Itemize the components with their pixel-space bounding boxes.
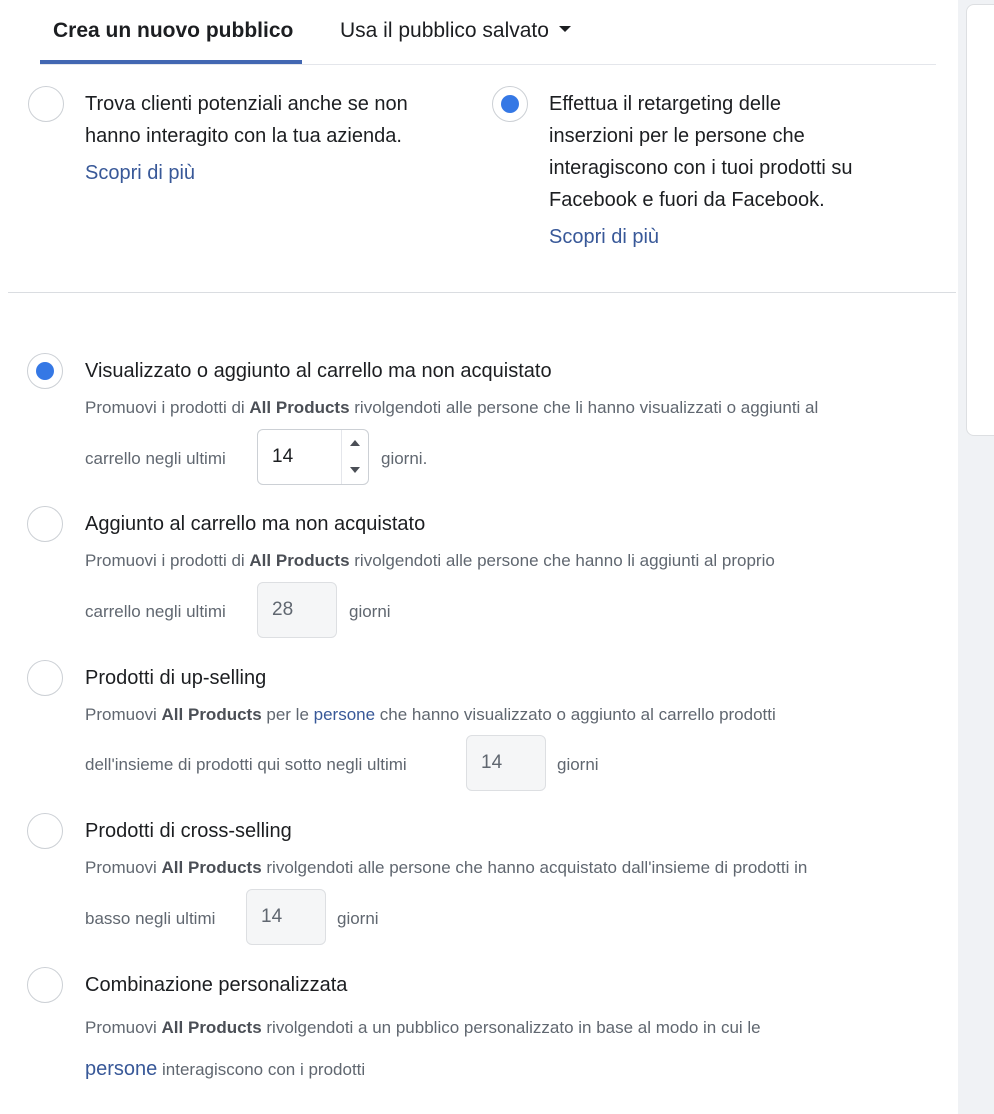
- tab-saved-audience[interactable]: [340, 0, 571, 64]
- prospecting-radio[interactable]: [28, 86, 64, 122]
- tab-create-audience[interactable]: [40, 0, 302, 64]
- option-viewed-added-radio[interactable]: [27, 353, 63, 389]
- option-crossselling-title: Prodotti di cross-selling: [85, 820, 292, 842]
- desc-text: che hanno visualizzato o aggiunto al carrello prodotti: [375, 705, 776, 724]
- desc-text: rivolgendoti alle persone che hanno li aggiunti al proprio: [349, 551, 775, 570]
- desc-text: interagiscono con i prodotti: [157, 1060, 366, 1079]
- desc-text: Promuovi: [85, 1018, 162, 1037]
- days-value: 14: [261, 906, 283, 927]
- retargeting-line: inserzioni per le persone che: [549, 125, 805, 147]
- desc-text: rivolgendoti a un pubblico personalizzato in base al modo in cui le: [261, 1018, 761, 1037]
- option-viewed-added-days-prefix: carrello negli ultimi: [85, 449, 226, 468]
- product-set-name: All Products: [249, 398, 350, 417]
- option-added-cart-days-prefix: carrello negli ultimi: [85, 602, 226, 621]
- option-custom-line2: [85, 1058, 365, 1081]
- people-link[interactable]: persone: [85, 1058, 158, 1080]
- product-set-name: All Products: [161, 858, 262, 877]
- prospecting-line: hanno interagito con la tua azienda.: [85, 125, 402, 147]
- option-viewed-added-days-suffix: giorni.: [381, 449, 428, 468]
- option-crossselling-days-suffix: giorni: [337, 909, 379, 928]
- prospecting-description: [85, 88, 408, 152]
- days-field-upselling: [466, 735, 546, 791]
- days-stepper-viewed-added[interactable]: [257, 429, 369, 485]
- option-added-cart-title: Aggiunto al carrello ma non acquistato: [85, 513, 426, 535]
- option-crossselling-radio[interactable]: [27, 813, 63, 849]
- right-side-card: [966, 4, 994, 436]
- option-upselling-radio[interactable]: [27, 660, 63, 696]
- caret-down-icon: [559, 26, 571, 32]
- days-field-added-cart: [257, 582, 337, 638]
- prospecting-learn-more-link[interactable]: Scopri di più: [85, 162, 196, 184]
- days-value: 28: [272, 599, 294, 620]
- decrement-icon[interactable]: [342, 457, 368, 484]
- tab-create-audience-label: Crea un nuovo pubblico: [53, 19, 294, 42]
- option-added-cart-radio[interactable]: [27, 506, 63, 542]
- desc-text: per le: [261, 705, 314, 724]
- option-upselling-days-suffix: giorni: [557, 755, 599, 774]
- product-set-name: All Products: [161, 705, 262, 724]
- desc-text: rivolgendoti alle persone che hanno acquistato dall'insieme di prodotti in: [261, 858, 808, 877]
- increment-icon[interactable]: [342, 430, 368, 457]
- retargeting-radio[interactable]: [492, 86, 528, 122]
- option-upselling-title: Prodotti di up-selling: [85, 667, 267, 689]
- option-custom-radio[interactable]: [27, 967, 63, 1003]
- desc-text: Promuovi: [85, 858, 162, 877]
- tab-divider: [40, 64, 936, 65]
- desc-text: rivolgendoti alle persone che li hanno visualizzati o aggiunti al: [349, 398, 819, 417]
- retargeting-line: Effettua il retargeting delle: [549, 93, 782, 115]
- option-crossselling-description: [85, 858, 807, 878]
- product-set-name: All Products: [161, 1018, 262, 1037]
- retargeting-line: Facebook e fuori da Facebook.: [549, 189, 825, 211]
- retargeting-description: [549, 88, 853, 216]
- option-custom-title: Combinazione personalizzata: [85, 974, 348, 996]
- section-divider: [8, 292, 956, 293]
- retargeting-line: interagiscono con i tuoi prodotti su: [549, 157, 853, 179]
- option-upselling-days-prefix: dell'insieme di prodotti qui sotto negli ultimi: [85, 755, 407, 774]
- option-upselling-description: [85, 705, 776, 725]
- tab-bar: [0, 0, 958, 64]
- desc-text: Promuovi i prodotti di: [85, 398, 250, 417]
- prospecting-line: Trova clienti potenziali anche se non: [85, 93, 408, 115]
- product-set-name: All Products: [249, 551, 350, 570]
- retargeting-learn-more-link[interactable]: Scopri di più: [549, 226, 660, 248]
- option-crossselling-days-prefix: basso negli ultimi: [85, 909, 216, 928]
- option-viewed-added-title: Visualizzato o aggiunto al carrello ma non acquistato: [85, 360, 552, 382]
- days-value: 14: [272, 446, 294, 467]
- stepper-controls: [341, 430, 368, 484]
- option-added-cart-days-suffix: giorni: [349, 602, 391, 621]
- tab-saved-audience-label: Usa il pubblico salvato: [340, 19, 549, 42]
- people-link[interactable]: persone: [313, 705, 376, 724]
- days-field-crossselling: [246, 889, 326, 945]
- option-viewed-added-description: [85, 398, 818, 418]
- desc-text: Promuovi: [85, 705, 162, 724]
- days-value: 14: [481, 752, 503, 773]
- option-added-cart-description: [85, 551, 775, 571]
- desc-text: Promuovi i prodotti di: [85, 551, 250, 570]
- option-custom-description: [85, 1018, 761, 1038]
